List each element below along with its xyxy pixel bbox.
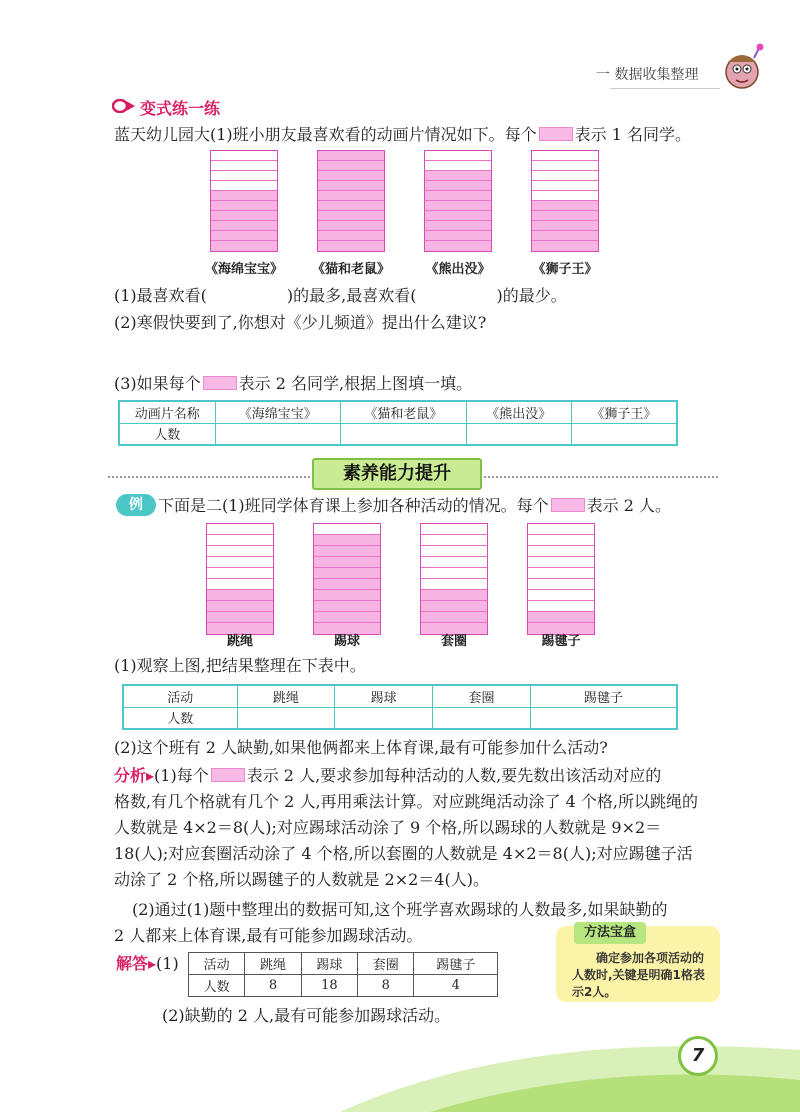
bar-cell-empty xyxy=(421,557,487,568)
answer-blank[interactable] xyxy=(530,707,677,729)
practice-arrow-icon xyxy=(112,99,136,113)
answer-blank[interactable] xyxy=(237,707,335,729)
table-row-label: 人数 xyxy=(119,423,215,445)
bar-cell-filled xyxy=(425,231,491,241)
bar-cell-filled xyxy=(318,241,384,251)
analysis-line-6: (2)通过(1)题中整理出的数据可知,这个班学喜欢踢球的人数最多,如果缺勤的 xyxy=(132,900,668,919)
bar-cell-empty xyxy=(207,557,273,568)
bar-cell-filled xyxy=(207,601,273,612)
example-q1: (1)观察上图,把结果整理在下表中。 xyxy=(114,656,366,675)
example-q2: (2)这个班有 2 人缺勤,如果他俩都来上体育课,最有可能参加什么活动? xyxy=(114,738,608,757)
variant-q3: (3)如果每个 表示 2 名同学,根据上图填一填。 xyxy=(114,374,473,393)
bar-label: 《猫和老鼠》 xyxy=(311,262,390,277)
answer-blank[interactable] xyxy=(335,707,433,729)
bar-cell-empty xyxy=(528,590,594,601)
header-rule xyxy=(610,88,720,89)
bar xyxy=(420,523,488,635)
bar-cell-empty xyxy=(211,171,277,181)
table-header-cell: 踢球 xyxy=(335,685,433,707)
table-header-cell: 活动 xyxy=(123,685,237,707)
bar-cell-empty xyxy=(532,151,598,161)
bar-cell-filled xyxy=(314,579,380,590)
bar-cell-empty xyxy=(314,524,380,535)
bar-cell-filled xyxy=(211,201,277,211)
bar-cell-filled xyxy=(425,241,491,251)
analysis-line-2: 格数,有几个格就有几个 2 人,再用乘法计算。对应跳绳活动涂了 4 个格,所以跳绳的 xyxy=(114,792,698,811)
bar-cell-empty xyxy=(211,151,277,161)
bar-cell-filled xyxy=(211,191,277,201)
bar-cell-empty xyxy=(421,546,487,557)
bar-cell-empty xyxy=(207,535,273,546)
bar-cell-empty xyxy=(421,579,487,590)
bar-cell-filled xyxy=(425,221,491,231)
variant-table xyxy=(118,400,678,446)
table-header-cell: 活动 xyxy=(189,953,245,975)
bar-cell-empty xyxy=(425,161,491,171)
bar-cell-filled xyxy=(318,201,384,211)
bar-cell-filled xyxy=(528,612,594,623)
bar-cell-filled xyxy=(318,181,384,191)
bar-cell-filled xyxy=(211,231,277,241)
bar xyxy=(210,150,278,252)
bar-cell-empty xyxy=(532,171,598,181)
bar-cell-empty xyxy=(421,568,487,579)
table-header-cell: 《熊出没》 xyxy=(466,401,571,423)
table-header-cell: 《海绵宝宝》 xyxy=(215,401,341,423)
answer-blank[interactable] xyxy=(571,423,677,445)
bar-cell-empty xyxy=(528,557,594,568)
tip-title: 方法宝盒 xyxy=(574,922,646,944)
bar-cell-empty xyxy=(421,524,487,535)
unit-swatch xyxy=(539,127,573,141)
arrow-icon: ▸ xyxy=(146,766,155,785)
bar-cell-filled xyxy=(425,201,491,211)
table-header-cell: 跳绳 xyxy=(245,953,301,975)
bar-cell-filled xyxy=(421,601,487,612)
tip-text: 确定参加各项活动的人数时,关键是明确1格表示2人。 xyxy=(572,951,705,999)
bar-cell-filled xyxy=(318,191,384,201)
bar-label: 《海绵宝宝》 xyxy=(204,262,283,277)
variant-q1: (1)最喜欢看( )的最多,最喜欢看( )的最少。 xyxy=(114,286,567,305)
answer-2: (2)缺勤的 2 人,最有可能参加踢球活动。 xyxy=(162,1006,451,1025)
bar-cell-empty xyxy=(532,161,598,171)
bar xyxy=(317,150,385,252)
section-label: 一 数据收集整理 xyxy=(596,67,699,83)
bar-cell-filled xyxy=(314,568,380,579)
analysis-line-5: 动涂了 2 个格,所以踢毽子的人数就是 2×2＝4(人)。 xyxy=(114,870,489,889)
analysis-line-4: 18(人);对应套圈活动涂了 4 个格,所以套圈的人数就是 4×2＝8(人);对应踢毽子活 xyxy=(114,844,693,863)
analysis-line-1: 分析▸(1)每个 表示 2 人,要求参加每种活动的人数,要先数出该活动对应的 xyxy=(114,766,662,785)
bar-cell-filled xyxy=(425,181,491,191)
table-cell: 8 xyxy=(358,975,414,997)
answer-table xyxy=(188,952,498,997)
bar-cell-filled xyxy=(314,535,380,546)
answer-blank[interactable] xyxy=(433,707,531,729)
table-row xyxy=(123,685,677,707)
bar-cell-filled xyxy=(532,201,598,211)
table-cell: 18 xyxy=(301,975,357,997)
bar-label: 踢毽子 xyxy=(541,634,581,649)
table-header-cell: 踢毽子 xyxy=(530,685,677,707)
bar xyxy=(527,523,595,635)
bar-cell-filled xyxy=(318,231,384,241)
analysis-label: 分析 xyxy=(114,766,147,785)
bar-cell-filled xyxy=(318,221,384,231)
bar-cell-filled xyxy=(425,191,491,201)
example-intro: 下面是二(1)班同学体育课上参加各种活动的情况。每个 表示 2 人。 xyxy=(158,496,672,515)
bar-cell-filled xyxy=(318,161,384,171)
answer-blank[interactable] xyxy=(466,423,571,445)
table-cell: 4 xyxy=(414,975,498,997)
bar xyxy=(531,150,599,252)
answer-label: 解答 xyxy=(116,954,149,973)
bar-cell-filled xyxy=(314,612,380,623)
mascot-icon xyxy=(718,42,768,92)
bar-cell-empty xyxy=(528,601,594,612)
table-header-cell: 踢球 xyxy=(301,953,357,975)
answer-blank[interactable] xyxy=(215,423,341,445)
answer-blank[interactable] xyxy=(341,423,467,445)
bar-cell-filled xyxy=(207,590,273,601)
bar-label: 跳绳 xyxy=(226,634,253,649)
unit-swatch xyxy=(211,768,245,782)
bar-cell-filled xyxy=(425,171,491,181)
bar-cell-filled xyxy=(421,612,487,623)
example-table xyxy=(122,684,678,730)
bar-cell-filled xyxy=(314,590,380,601)
table-header-cell: 《猫和老鼠》 xyxy=(341,401,467,423)
bar-cell-filled xyxy=(207,612,273,623)
table-row-label: 人数 xyxy=(123,707,237,729)
bar-cell-filled xyxy=(211,241,277,251)
bar-cell-empty xyxy=(528,579,594,590)
answer-label-line: 解答▸(1) xyxy=(116,954,179,973)
table-cell: 8 xyxy=(245,975,301,997)
table-header-cell: 套圈 xyxy=(358,953,414,975)
bar-cell-empty xyxy=(207,579,273,590)
section-title: 变式练一练 xyxy=(140,99,221,118)
table-header-cell: 踢毽子 xyxy=(414,953,498,975)
bar xyxy=(313,523,381,635)
bar-cell-filled xyxy=(314,557,380,568)
bar-cell-filled xyxy=(532,231,598,241)
table-row xyxy=(189,953,498,975)
analysis-line-3: 人数就是 4×2＝8(人);对应踢球活动涂了 9 个格,所以踢球的人数就是 9×2＝ xyxy=(114,818,662,837)
table-row xyxy=(123,707,677,729)
bar-cell-filled xyxy=(318,151,384,161)
analysis-line-7: 2 人都来上体育课,最有可能参加踢球活动。 xyxy=(114,926,423,945)
bar-label: 套圈 xyxy=(440,634,467,649)
banner-title: 素养能力提升 xyxy=(312,458,482,490)
bar-cell-empty xyxy=(528,546,594,557)
bar-cell-filled xyxy=(211,221,277,231)
bar-cell-filled xyxy=(421,590,487,601)
bar xyxy=(424,150,492,252)
bar-cell-empty xyxy=(532,181,598,191)
bar-cell-filled xyxy=(314,546,380,557)
variant-q2: (2)寒假快要到了,你想对《少儿频道》提出什么建议? xyxy=(114,313,487,332)
bar-cell-empty xyxy=(528,535,594,546)
bar-cell-filled xyxy=(211,211,277,221)
arrow-icon: ▸ xyxy=(148,954,157,973)
bar-cell-filled xyxy=(425,211,491,221)
bar-label: 踢球 xyxy=(333,634,360,649)
table-header-cell: 跳绳 xyxy=(237,685,335,707)
example-badge: 例 xyxy=(116,494,156,516)
unit-swatch xyxy=(551,498,585,512)
table-header-cell: 《狮子王》 xyxy=(571,401,677,423)
bar-cell-empty xyxy=(421,535,487,546)
bar-cell-filled xyxy=(532,211,598,221)
bar-cell-empty xyxy=(211,161,277,171)
table-row-label: 人数 xyxy=(189,975,245,997)
table-header-cell: 套圈 xyxy=(433,685,531,707)
bar-cell-empty xyxy=(425,151,491,161)
variant-intro: 蓝天幼儿园大(1)班小朋友最喜欢看的动画片情况如下。每个 表示 1 名同学。 xyxy=(114,125,692,144)
unit-swatch xyxy=(203,376,237,390)
bar-cell-filled xyxy=(318,171,384,181)
bar-cell-filled xyxy=(532,241,598,251)
table-row xyxy=(119,401,677,423)
bar xyxy=(206,523,274,635)
bar-cell-empty xyxy=(207,568,273,579)
table-row xyxy=(189,975,498,997)
bar-cell-filled xyxy=(532,221,598,231)
bar-cell-empty xyxy=(528,568,594,579)
bar-cell-empty xyxy=(207,524,273,535)
bar-cell-filled xyxy=(314,601,380,612)
bar-label: 《熊出没》 xyxy=(425,262,491,277)
table-header-cell: 动画片名称 xyxy=(119,401,215,423)
bar-label: 《狮子王》 xyxy=(532,262,598,277)
bar-cell-empty xyxy=(211,181,277,191)
bar-cell-empty xyxy=(528,524,594,535)
bar-cell-empty xyxy=(532,191,598,201)
bar-cell-filled xyxy=(318,211,384,221)
table-row xyxy=(119,423,677,445)
page-number: 7 xyxy=(678,1036,718,1076)
bar-cell-empty xyxy=(207,546,273,557)
